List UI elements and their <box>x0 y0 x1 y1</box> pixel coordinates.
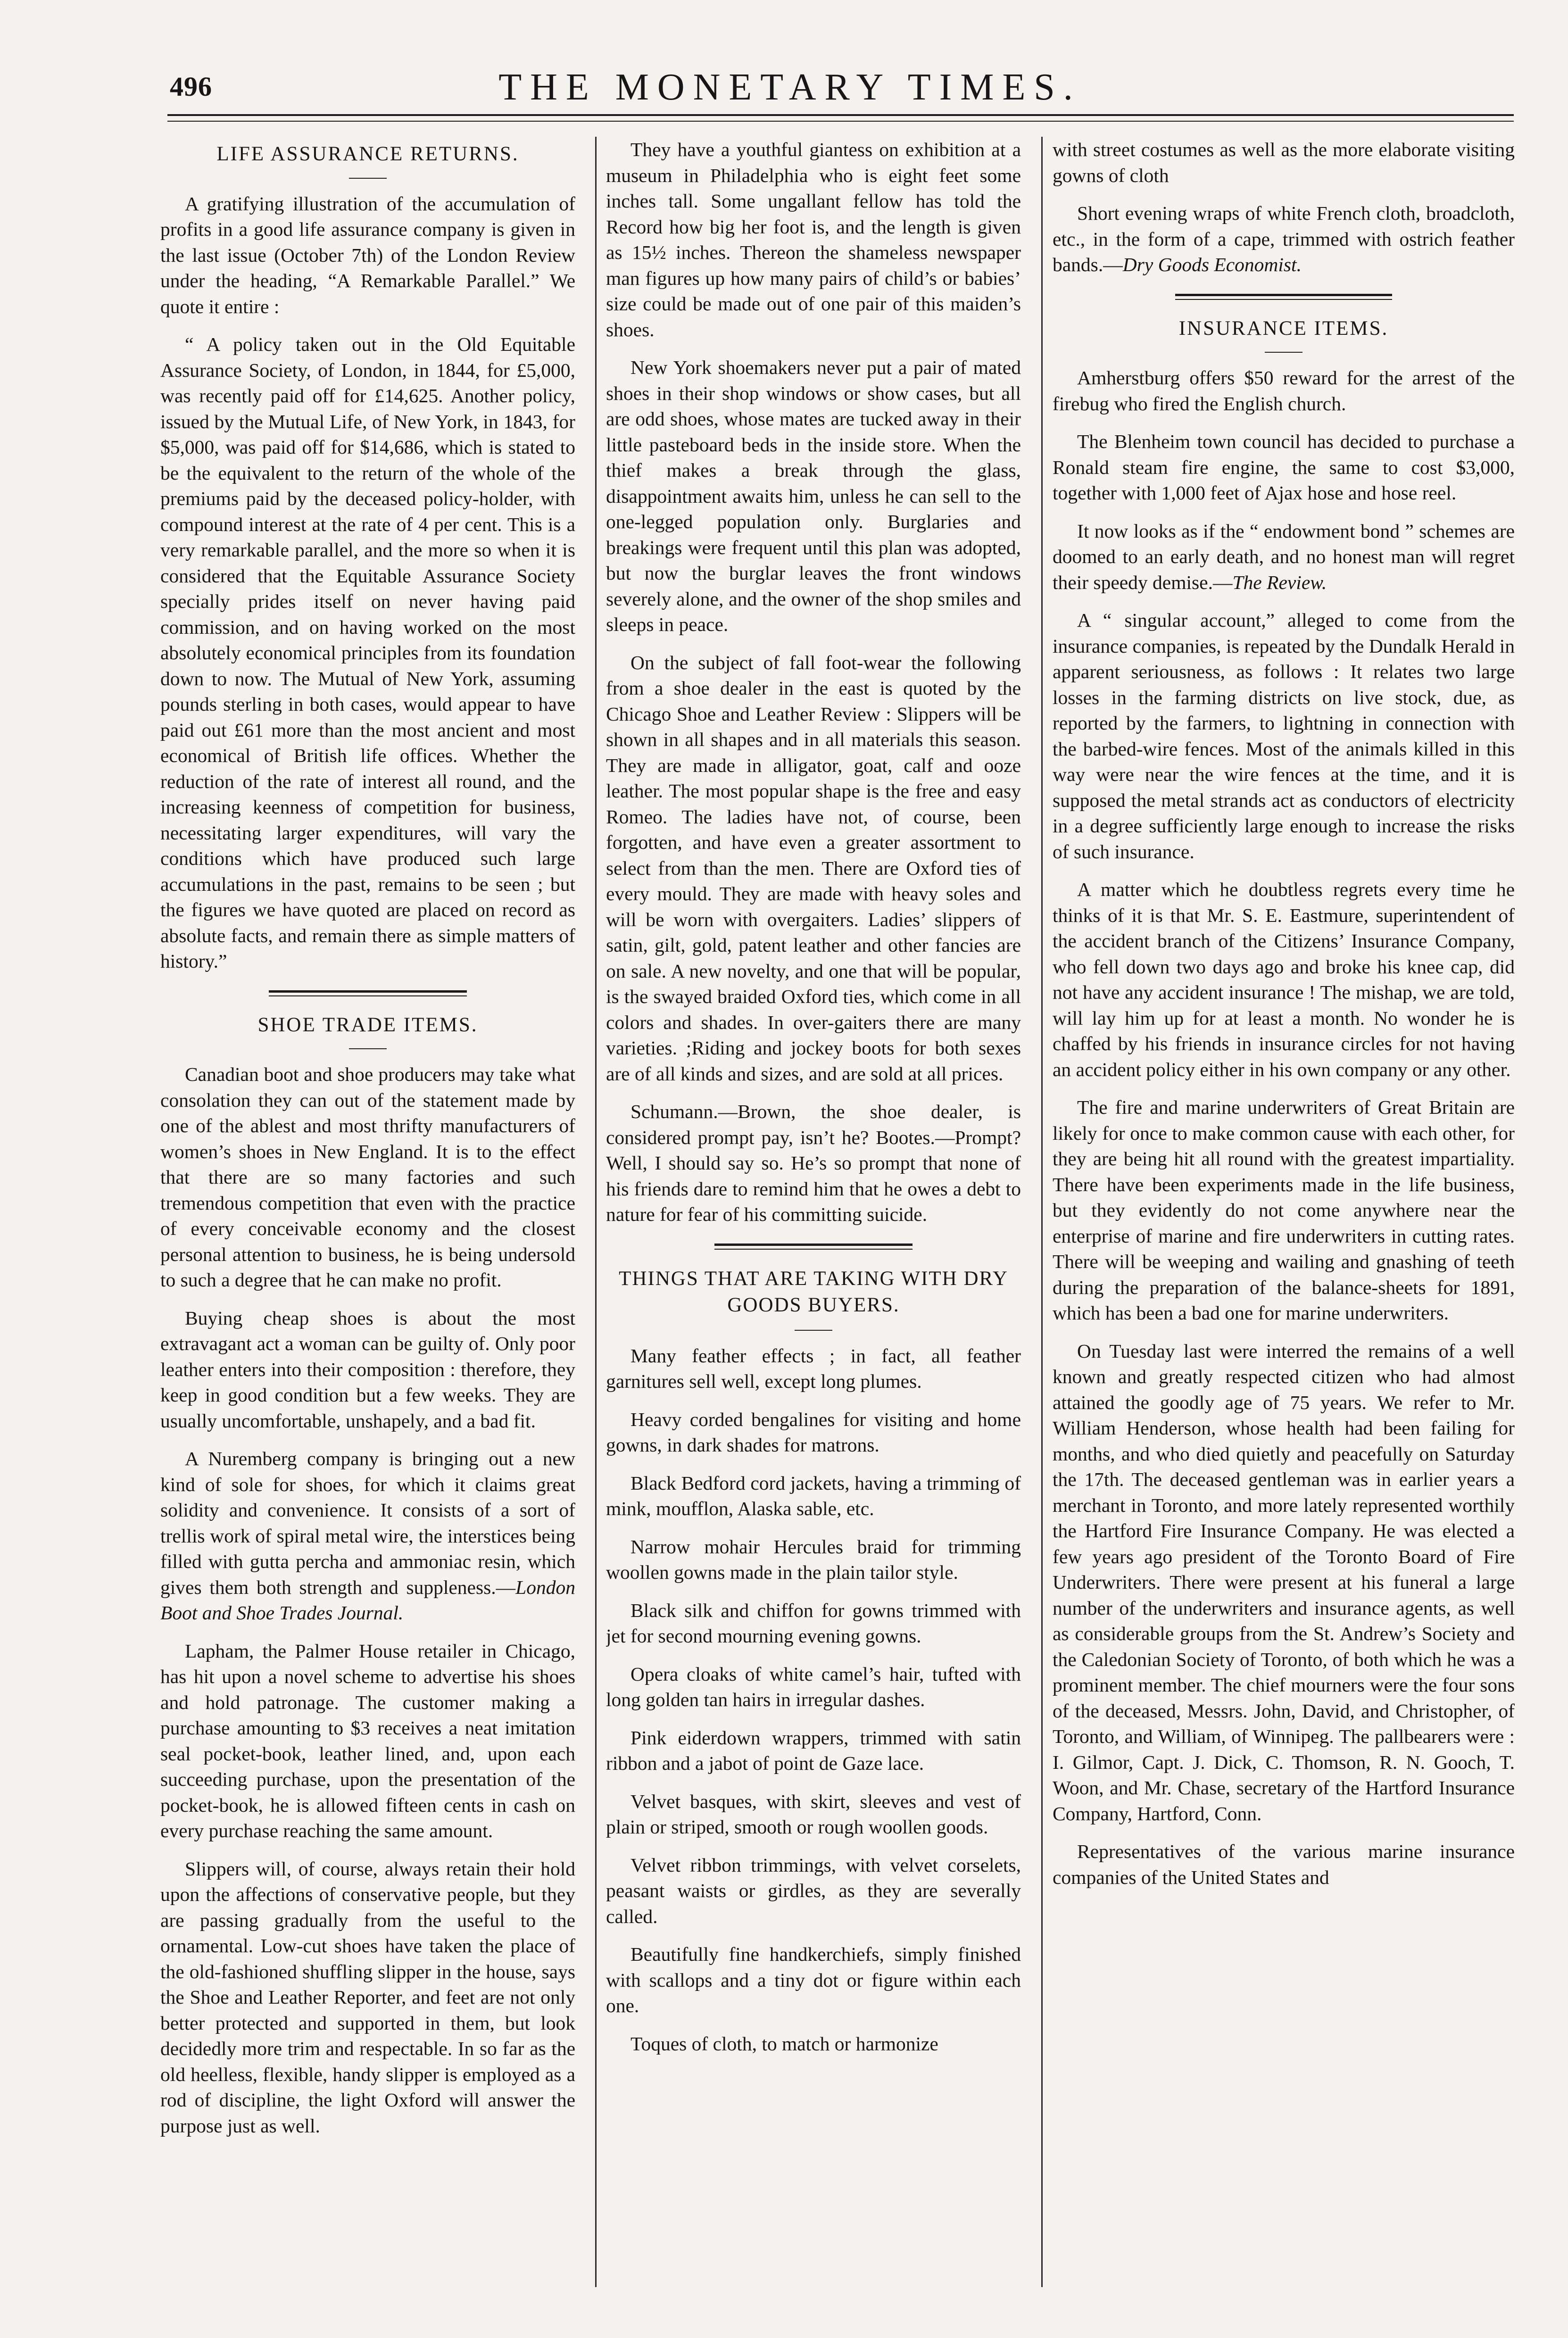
dry-goods-item: Velvet basques, with skirt, sleeves and vest of plain or striped, smooth or rough woollen goods. <box>606 1790 1021 1838</box>
source-credit: The Review. <box>1232 571 1327 593</box>
dry-goods-item: Black Bedford cord jackets, having a trimming of mink, moufflon, Alaska sable, etc. <box>606 1472 1021 1519</box>
shoe-item-cheap: Buying cheap shoes is about the most extravagant act a woman can be guilty of. Only poor leather enters into their composition : therefore, they keep in good condition but a few weeks. They are usually uncomfortable, unshapely, and a bad fit. <box>160 1307 575 1432</box>
heading-rule <box>349 178 387 179</box>
page-number: 496 <box>170 71 212 102</box>
dry-goods-item: Pink eiderdown wrappers, trimmed with satin ribbon and a jabot of point de Gaze lace. <box>606 1726 1021 1774</box>
dry-goods-item: Many feather effects ; in fact, all feather garnitures sell well, except long plumes. <box>606 1344 1021 1392</box>
insurance-items-heading: INSURANCE ITEMS. <box>1178 317 1389 340</box>
column-1 <box>160 137 575 2287</box>
item-schumann-joke: Schumann.—Brown, the shoe dealer, is considered prompt pay, isn’t he? Bootes.—Prompt? Well, I should say so. He’s so prompt that none of his friends dare to remind him that he owes a debt to nature for fear of his committing suicide. <box>606 1101 1021 1225</box>
section-separator <box>714 1244 913 1250</box>
insurance-item-blenheim: The Blenheim town council has decided to purchase a Ronald steam fire engine, the same to cost $3,000, together with 1,000 feet of Ajax hose and hose reel. <box>1053 431 1515 504</box>
insurance-item-singular-account: A “ singular account,” alleged to come from the insurance companies, is repeated by the Dundalk Herald in apparent seriousness, as follows : It relates two large losses in the farming districts on live stock, due, as reported by the farmers, to lightning in connection with the barbed-wire fences. Most of the animals killed in this way were near the wire fences at the time, and it is supposed the metal strands act as conductors of electricity in a degree sufficiently large enough to increase the risks of such insurance. <box>1053 609 1515 862</box>
dry-goods-item-wraps: Short evening wraps of white French cloth, broadcloth, etc., in the form of a cape, trimmed with ostrich feather bands.—Dry Goods Economist. <box>1053 202 1515 275</box>
section-separator <box>1175 294 1392 300</box>
column-divider-1 <box>595 137 597 2287</box>
life-assurance-intro: A gratifying illustration of the accumulation of profits in a good life assurance company is given in the last issue (October 7th) of the London Review under the heading, “A Remarkable Parallel.” We quote it entire : <box>160 192 575 317</box>
item-fall-footwear: On the subject of fall foot-wear the following from a shoe dealer in the east is quoted by the Chicago Shoe and Leather Review : Slippers will be shown in all shapes and in all materials this season. They are made in alligator, goat, calf and ooze leather. The most popular shape is the free and easy Romeo. The ladies have not, of course, been forgotten, and have even a greater assortment to select from than the men. There are Oxford ties of every mould. They are made with heavy soles and will be worn with overgaiters. Ladies’ slippers of satin, gilt, gold, patent leather and other fancies are on sale. A new novelty, and one that will be popular, is the swayed braided Oxford ties, which come in all colors and shades. In over-gaiters there are many varieties. ;Riding and jockey boots for both sexes are of all kinds and sizes, and are sold at all prices. <box>606 651 1021 1085</box>
masthead-rule <box>167 114 1514 116</box>
heading-rule <box>795 1330 832 1331</box>
dry-goods-item: Toques of cloth, to match or harmonize <box>631 2032 938 2055</box>
shoe-trade-heading: SHOE TRADE ITEMS. <box>257 1013 478 1036</box>
dry-goods-heading: THINGS THAT ARE TAKING WITH DRY GOODS BUYERS. <box>619 1267 1008 1316</box>
shoe-item-nuremberg: A Nuremberg company is bringing out a new kind of sole for shoes, for which it claims great solidity and convenience. It consists of a sort of trellis work of spiral metal wire, the interstices being filled with gutta percha and ammoniac resin, which gives them both strength and suppleness.—London Boot and Shoe Trades Journal. <box>160 1448 575 1624</box>
shoe-item-lapham: Lapham, the Palmer House retailer in Chicago, has hit upon a novel scheme to advertise his shoes and hold patronage. The customer making a purchase amounting to $3 receives a neat imitation seal pocket-book, leather lined, and, upon each succeeding purchase, upon the presentation of the pocket-book, he is allowed fifteen cents in cash on every purchase reaching the same amount. <box>160 1640 575 1841</box>
insurance-item-amherstburg: Amherstburg offers $50 reward for the arrest of the firebug who fired the English church. <box>1053 367 1515 415</box>
insurance-item-representatives: Representatives of the various marine insurance companies of the United States and <box>1053 1841 1515 1888</box>
column-3 <box>1053 137 1515 2287</box>
dry-goods-item: Beautifully fine handkerchiefs, simply finished with scallops and a tiny dot or figure within each one. <box>606 1943 1021 2016</box>
column-divider-2 <box>1041 137 1043 2287</box>
masthead-rule-thin <box>167 121 1514 122</box>
shoe-item-slippers: Slippers will, of course, always retain their hold upon the affections of conservative people, but they are passing gradually from the useful to the ornamental. Low-cut shoes have taken the place of the old-fashioned shuffling slipper in the house, says the Shoe and Leather Reporter, and feet are not only better protected and supported in them, but look decidedly more trim and respectable. In so far as the old heelless, flexible, handy slipper is employed as a rod of discipline, the light Oxford will answer the purpose just as well. <box>160 1857 575 2137</box>
shoe-item-canadian: Canadian boot and shoe producers may take what consolation they can out of the statement made by one of the ablest and most thrifty manufacturers of women’s shoes in New England. It is to the effect that there are so many factories and such tremendous competition that even with the practice of every conceivable economy and the closest personal attention to business, he is being undersold to such a degree that he can make no profit. <box>160 1063 575 1291</box>
dry-goods-continued: with street costumes as well as the more elaborate visiting gowns of cloth <box>1053 139 1515 186</box>
masthead-title: THE MONETARY TIMES. <box>498 66 1081 108</box>
dry-goods-item: Narrow mohair Hercules braid for trimming woollen gowns made in the plain tailor style. <box>606 1535 1021 1583</box>
column-2 <box>606 137 1021 2287</box>
dry-goods-item: Heavy corded bengalines for visiting and home gowns, in dark shades for matrons. <box>606 1408 1021 1456</box>
section-separator <box>269 990 467 996</box>
dry-goods-item: Black silk and chiffon for gowns trimmed with jet for second mourning evening gowns. <box>606 1599 1021 1647</box>
insurance-item-underwriters: The fire and marine underwriters of Great Britain are likely for once to make common cause with each other, for they are being hit all round with the greatest impartiality. There have been experiments made in the life business, but they evidently do not come anywhere near the enterprise of marine and fire underwriters in cutting rates. There will be weeping and wailing and gnashing of teeth during the preparation of the balance-sheets for 1891, which has been a bad one for marine underwriters. <box>1053 1096 1515 1324</box>
item-giantess: They have a youthful giantess on exhibition at a museum in Philadelphia who is eight feet some inches tall. Some ungallant fellow has told the Record how big her foot is, and the length is given as 15½ inches. Thereon the shameless newspaper man figures up how many pairs of child’s or babies’ size could be made out of one pair of this maiden’s shoes. <box>606 139 1021 340</box>
dry-goods-item: Velvet ribbon trimmings, with velvet corselets, peasant waists or girdles, as they are severally called. <box>606 1854 1021 1927</box>
source-credit: London Boot and Shoe Trades Journal. <box>160 1576 575 1624</box>
heading-rule <box>1265 352 1303 353</box>
insurance-item-eastmure: A matter which he doubtless regrets every time he thinks of it is that Mr. S. E. Eastmure, superintendent of the accident branch of the Citizens’ Insurance Company, who fell down two days ago and broke his knee cap, did not have any accident insurance ! The mishap, we are told, will lay him up for at least a month. No wonder he is chaffed by his friends in insurance circles for not having an accident policy either in his own company or any other. <box>1053 879 1515 1080</box>
life-assurance-quote: “ A policy taken out in the Old Equitable Assurance Society, of London, in 1844, for £5,000, was recently paid off for £14,625. Another policy, issued by the Mutual Life, of New York, in 1843, for $5,000, was paid off for $14,686, which is stated to be the equivalent to the return of the whole of the premiums paid by the deceased policy-holder, with compound interest at the rate of 4 per cent. This is a very remarkable parallel, and the more so when it is considered that the Equitable Assurance Society specially prides itself on never having paid commission, and on having worked on the most absolutely economical principles from its foundation down to now. The Mutual of New York, assuming pounds sterling in both cases, would appear to have paid out £61 more than the most ancient and most economical of British life offices. Whether the reduction of the rate of interest all round, and the increasing keenness of competition for business, necessitating larger expenditures, will vary the conditions which have produced such large accumulations in the past, remains to be seen ; but the figures we have quoted are placed on record as absolute facts, and remain there as simple matters of history.” <box>160 333 575 972</box>
source-credit: Dry Goods Economist. <box>1122 254 1302 275</box>
insurance-item-endowment: It now looks as if the “ endowment bond ” schemes are doomed to an early death, and no honest man will regret their speedy demise.—The Review. <box>1053 520 1515 593</box>
insurance-item-henderson: On Tuesday last were interred the remains of a well known and greatly respected citizen who had almost attained the goodly age of 75 years. We refer to Mr. William Henderson, whose health had been failing for months, and who died quietly and peacefully on Saturday the 17th. The deceased gentleman was in earlier years a merchant in Toronto, and more lately represented worthily the Hartford Fire Insurance Company. He was elected a few years ago president of the Toronto Board of Fire Underwriters. There were present at his funeral a large number of the underwriters and insurance agents, as well as considerable groups from the St. Andrew’s Society and the Caledonian Society of Toronto, of both which he was a prominent member. The chief mourners were the four sons of the deceased, Messrs. John, David, and Christopher, of Toronto, and William, of Winnipeg. The pallbearers were : I. Gilmor, Capt. J. Dick, C. Thomson, R. N. Gooch, T. Woon, and Mr. Chase, secretary of the Hartford Insurance Company, Hartford, Conn. <box>1053 1340 1515 1824</box>
item-new-york-shoemakers: New York shoemakers never put a pair of mated shoes in their shop windows or show cases, but all are odd shoes, whose mates are tucked away in their little pasteboard beds in the inside store. When the thief makes a break through the glass, disappointment awaits him, unless he can sell to the one-legged population only. Burglaries and breakings were frequent until this plan was adopted, but now the burglar leaves the front windows severely alone, and the owner of the shop smiles and sleeps in peace. <box>606 357 1021 635</box>
life-assurance-heading: LIFE ASSURANCE RETURNS. <box>216 143 519 165</box>
dry-goods-item: Opera cloaks of white camel’s hair, tufted with long golden tan hairs in irregular dashes. <box>606 1663 1021 1710</box>
heading-rule <box>349 1048 387 1049</box>
